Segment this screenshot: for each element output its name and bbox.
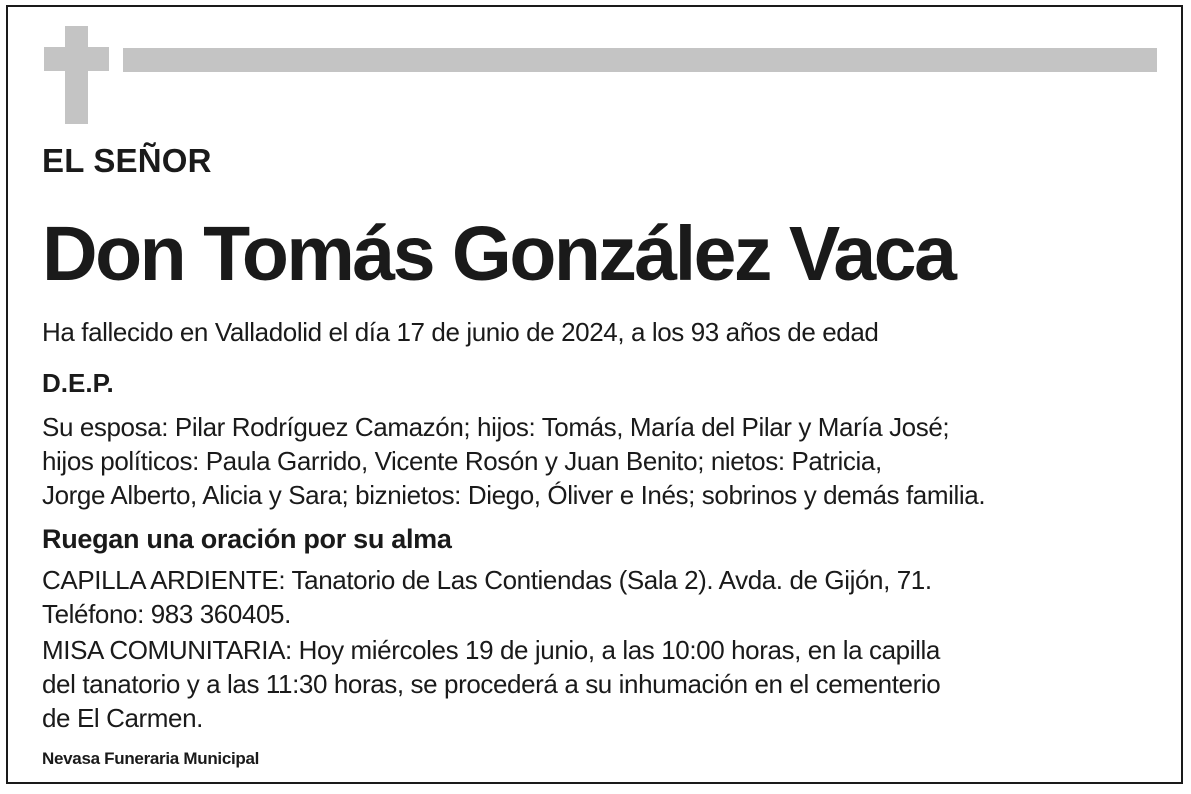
family-line: hijos políticos: Paula Garrido, Vicente Rosón y Juan Benito; nietos: Patricia,	[42, 446, 882, 476]
cross-icon-arm	[44, 47, 109, 71]
honorific: EL SEÑOR	[42, 142, 212, 179]
mass-line: de El Carmen.	[42, 703, 203, 733]
mass-info	[42, 633, 940, 735]
funeral-home: Nevasa Funeraria Municipal	[42, 749, 260, 768]
death-info: Ha fallecido en Valladolid el día 17 de junio de 2024, a los 93 años de edad	[42, 317, 879, 347]
family-list	[42, 410, 985, 512]
header-bar	[123, 48, 1157, 72]
chapel-line: CAPILLA ARDIENTE: Tanatorio de Las Contiendas (Sala 2). Avda. de Gijón, 71.	[42, 565, 932, 595]
cross-icon	[65, 26, 88, 124]
rip-label: D.E.P.	[42, 368, 114, 398]
mass-line: del tanatorio y a las 11:30 horas, se procederá a su inhumación en el cementerio	[42, 669, 941, 699]
mass-line: MISA COMUNITARIA: Hoy miércoles 19 de junio, a las 10:00 horas, en la capilla	[42, 635, 940, 665]
chapel-info	[42, 563, 932, 631]
prayer-request: Ruegan una oración por su alma	[42, 524, 452, 554]
family-line: Jorge Alberto, Alicia y Sara; biznietos: Diego, Óliver e Inés; sobrinos y demás familia.	[42, 480, 986, 510]
deceased-name: Don Tomás González Vaca	[42, 211, 955, 297]
family-line: Su esposa: Pilar Rodríguez Camazón; hijos: Tomás, María del Pilar y María José;	[42, 412, 950, 442]
chapel-line: Teléfono: 983 360405.	[42, 599, 291, 629]
